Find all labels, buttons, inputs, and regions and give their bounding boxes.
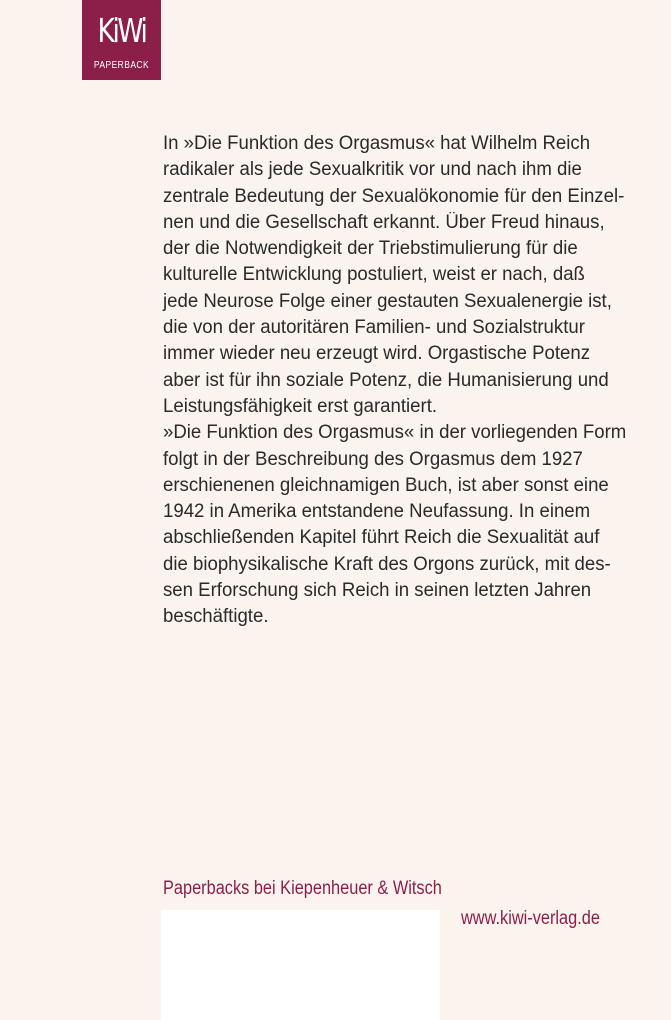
blurb-line: abschließenden Kapitel führt Reich die Sexualität auf	[163, 527, 600, 549]
blurb-line: sen Erforschung sich Reich in seinen letzten Jahren	[163, 580, 592, 602]
blurb-line: die von der autoritären Familien- und Sozialstruktur	[163, 317, 585, 339]
publisher-website: www.kiwi-verlag.de	[461, 908, 600, 929]
logo-brand-text: KiWi	[97, 11, 146, 50]
blurb-paragraph-2	[163, 420, 643, 630]
blurb-line: jede Neurose Folge einer gestauten Sexualenergie ist,	[163, 290, 612, 312]
blurb-line: Leistungsfähigkeit erst garantiert.	[163, 395, 438, 417]
barcode-area	[161, 910, 440, 1020]
blurb-line: die biophysikalische Kraft des Orgons zurück, mit des-	[163, 553, 611, 575]
blurb-line: »Die Funktion des Orgasmus« in der vorliegenden Form	[163, 422, 627, 444]
logo-subtitle-text: PAPERBACK	[93, 60, 150, 71]
blurb-line: der die Notwendigkeit der Triebstimulierung für die	[163, 238, 578, 260]
blurb-line: nen und die Gesellschaft erkannt. Über Freud hinaus,	[163, 211, 605, 233]
blurb-line: beschäftigte.	[163, 606, 269, 628]
blurb-paragraph-1	[163, 131, 643, 420]
blurb-line: aber ist für ihn soziale Potenz, die Humanisierung und	[163, 369, 609, 391]
blurb-line: folgt in der Beschreibung des Orgasmus dem 1927	[163, 448, 583, 470]
blurb-line: zentrale Bedeutung der Sexualökonomie für den Einzel-	[163, 185, 625, 207]
blurb-line: erschienenen gleichnamigen Buch, ist aber sonst eine	[163, 474, 609, 496]
blurb-line: radikaler als jede Sexualkritik vor und nach ihm die	[163, 159, 582, 181]
kiwi-paperback-logo	[82, 0, 161, 80]
back-cover-blurb	[163, 131, 643, 631]
blurb-line: In »Die Funktion des Orgasmus« hat Wilhelm Reich	[163, 133, 591, 154]
blurb-line: 1942 in Amerika entstandene Neufassung. In einem	[163, 501, 591, 523]
blurb-line: immer wieder neu erzeugt wird. Orgastische Potenz	[163, 343, 591, 365]
blurb-line: kulturelle Entwicklung postuliert, weist er nach, daß	[163, 264, 585, 286]
publisher-line: Paperbacks bei Kiepenheuer & Witsch	[163, 878, 442, 899]
